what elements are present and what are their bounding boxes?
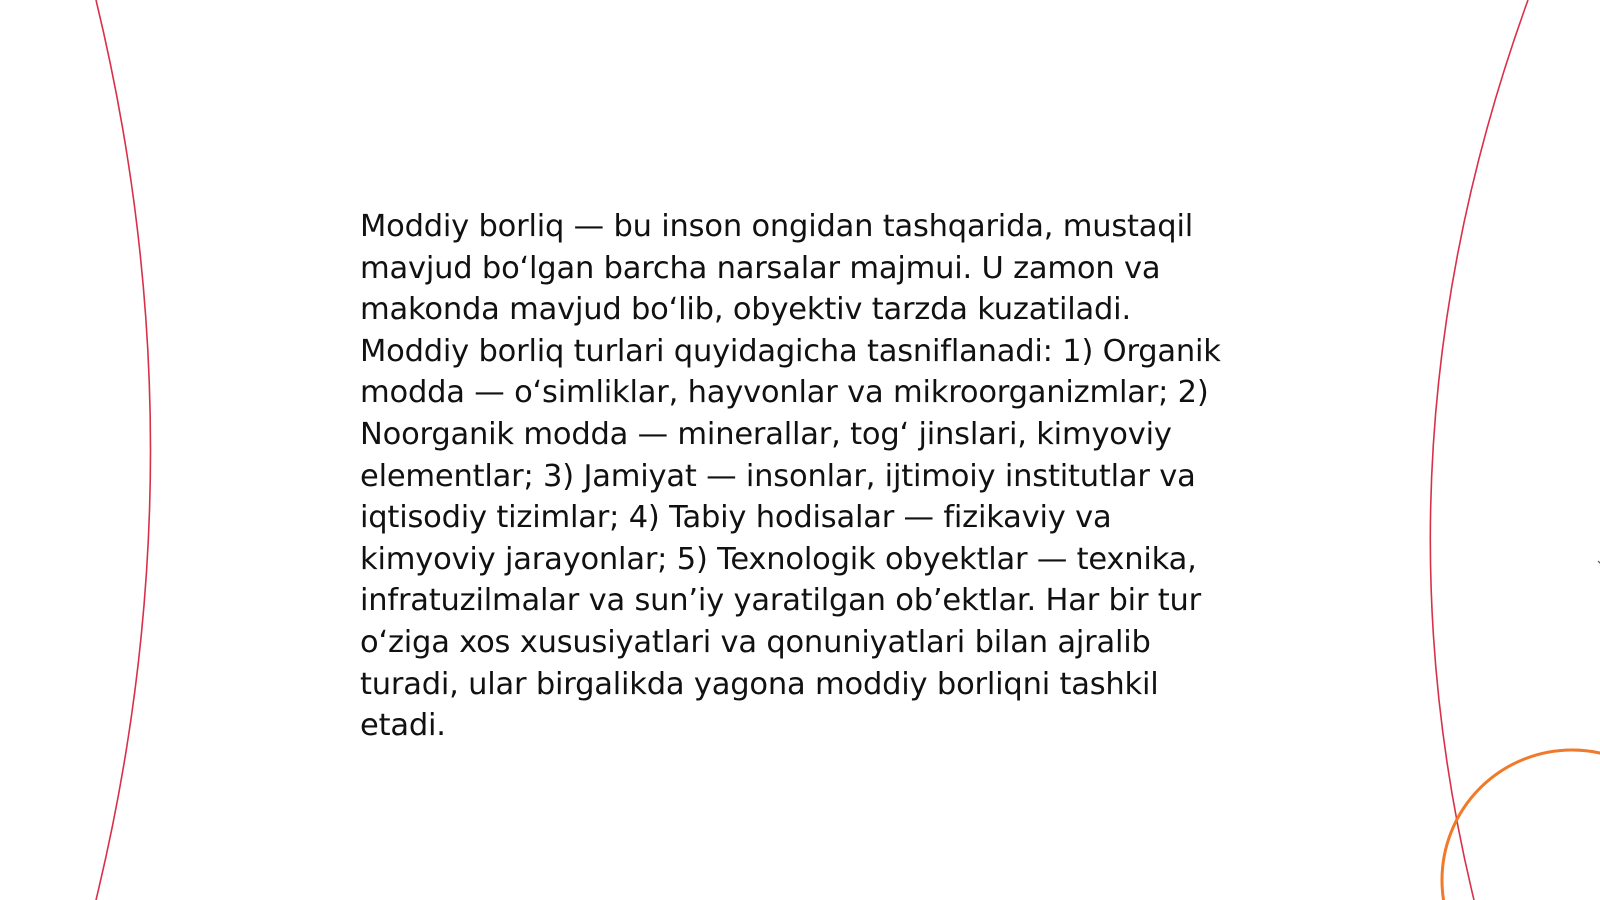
- slide-body-text: Moddiy borliq — bu inson ongidan tashqarida, mustaqil mavjud bo‘lgan barcha narsalar majmui. U zamon va makonda mavjud bo‘lib, obyektiv tarzda kuzatiladi. Moddiy borliq turlari quyidagicha tasniflanadi: 1) Organik modda — o‘simliklar, hayvonlar va mikroorganizmlar; 2) Noorganik modda — minerallar, tog‘ jinslari, kimyoviy elementlar; 3) Jamiyat — insonlar, ijtimoiy institutlar va iqtisodiy tizimlar; 4) Tabiy hodisalar — fizikaviy va kimyoviy jarayonlar; 5) Texnologik obyektlar — texnika, infratuzilmalar va sun’iy yaratilgan ob’ektlar. Har bir tur o‘ziga xos xususiyatlari va qonuniyatlari bilan ajralib turadi, ular birgalikda yagona moddiy borliqni tashkil etadi.: [360, 209, 1221, 744]
- orange-circle-outline: [1442, 750, 1600, 900]
- left-curve-line: [96, 0, 151, 900]
